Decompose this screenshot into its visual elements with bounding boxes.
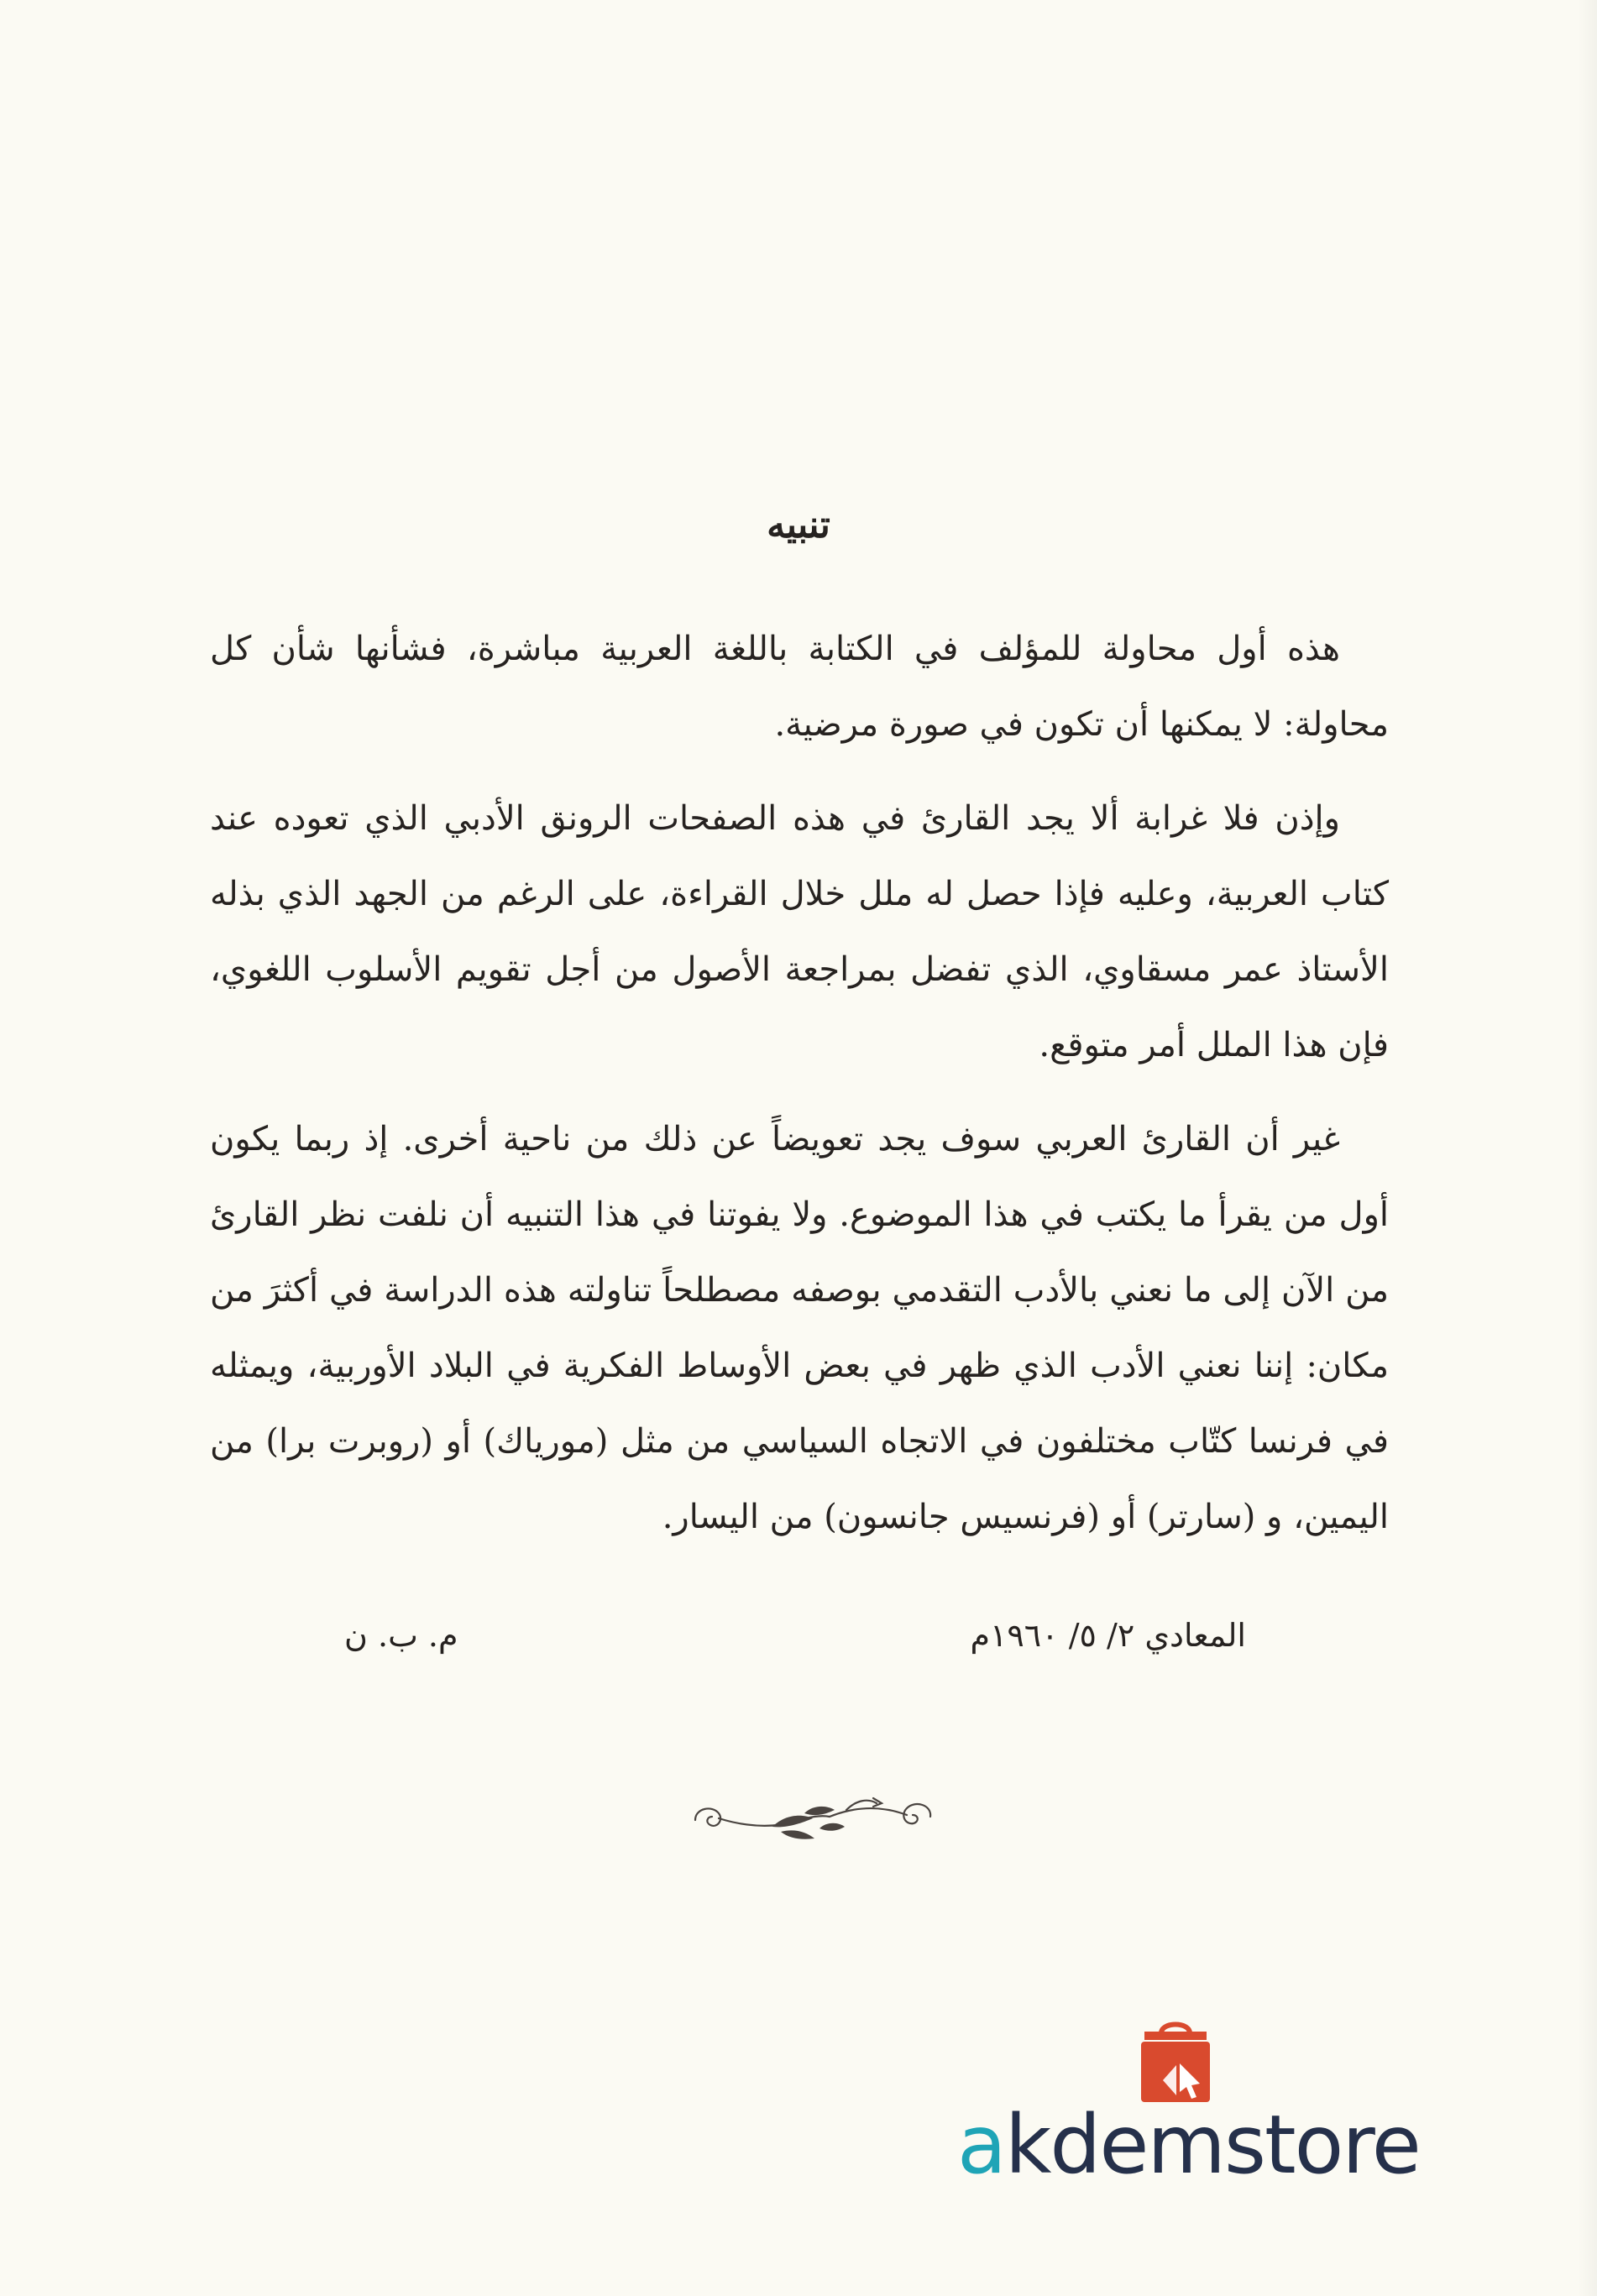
author-initials: م. ب. ن bbox=[344, 1617, 458, 1654]
paragraph-3: غير أن القارئ العربي سوف يجد تعويضاً عن ذلك من ناحية أخرى. إذ ربما يكون أول من يقرأ ما يكتب في هذا الموضوع. ولا يفوتنا في هذا التنبيه أن نلفت نظر القارئ من الآن إلى ما نعني بالأدب التقدمي بوصفه مصطلحاً تناولته هذه الدراسة في أكثرَ من مكان: إننا نعني الأدب الذي ظهر في بعض الأوساط الفكرية في البلاد الأوربية، ويمثله في فرنسا كتّاب مختلفون في الاتجاه السياسي من مثل (مورياك) أو (روبرت برا) من اليمين، و (سارتر) أو (فرنسيس جانسون) من اليسار. bbox=[210, 1120, 1389, 1536]
ornament-divider-icon bbox=[678, 1780, 947, 1855]
paragraph-2: وإذن فلا غرابة ألا يجد القارئ في هذه الصفحات الرونق الأدبي الذي تعوده عند كتاب العربية، وعليه فإذا حصل له ملل خلال القراءة، على الرغم من الجهد الذي بذله الأستاذ عمر مسقاوي، الذي تفضل بمراجعة الأصول من أجل تقويم الأسلوب اللغوي، فإن هذا الملل أمر متوقع. bbox=[210, 799, 1389, 1064]
body-text bbox=[210, 611, 1389, 1573]
akdemstore-watermark bbox=[957, 2015, 1420, 2192]
shopping-bag-icon bbox=[1129, 2015, 1222, 2107]
paragraph-1: هذه أول محاولة للمؤلف في الكتابة باللغة العربية مباشرة، فشأنها شأن كل محاولة: لا يمكنها أن تكون في صورة مرضية. bbox=[210, 630, 1389, 744]
page-edge-shadow bbox=[1577, 0, 1597, 2296]
page-heading: تنبيه bbox=[767, 504, 830, 547]
brand-wordmark bbox=[957, 2098, 1420, 2192]
brand-prefix: a bbox=[957, 2098, 1005, 2192]
signature-row bbox=[210, 1610, 1389, 1661]
signature-date: المعادي ٢/ ٥/ ١٩٦٠م bbox=[970, 1617, 1246, 1654]
brand-name: kdemstore bbox=[1004, 2098, 1420, 2192]
